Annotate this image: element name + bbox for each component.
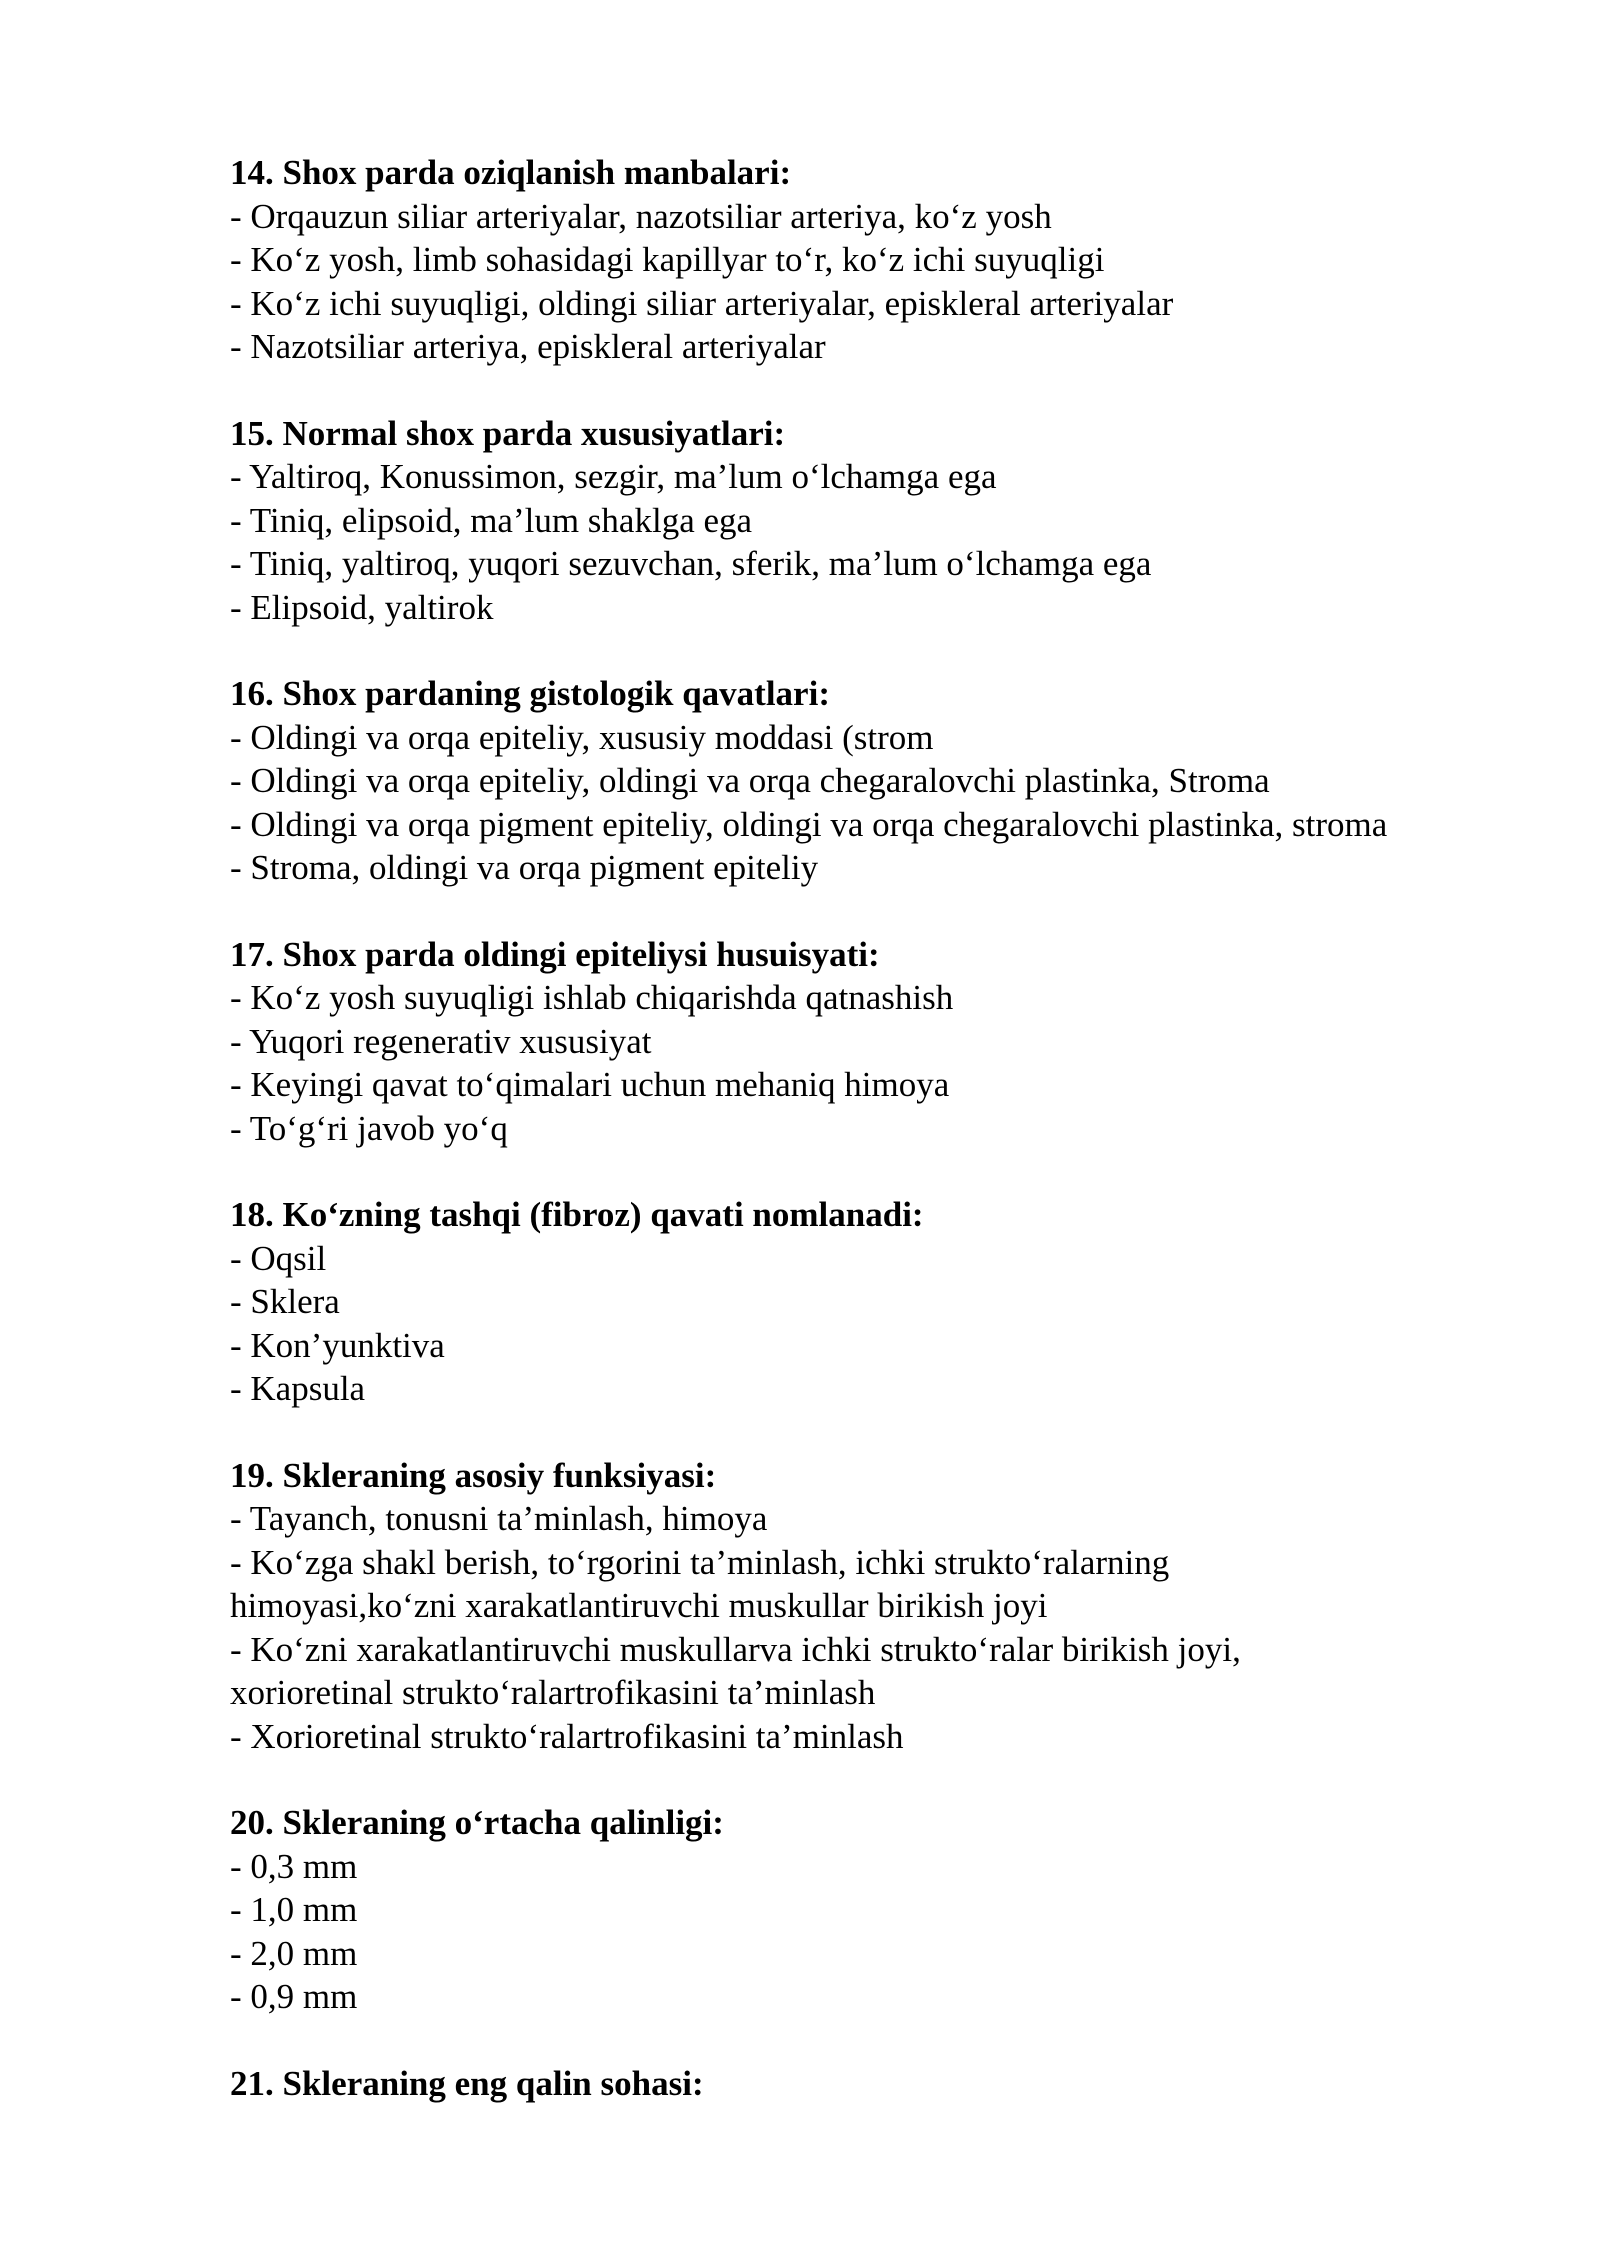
answer-option: - Ko‘zni xarakatlantiruvchi muskullarva ichki strukto‘ralar birikish joyi, xorioretinal strukto‘ralartrofikasini ta’minlash <box>230 1629 1241 1712</box>
question-20 <box>230 1801 1530 2019</box>
answer-option: - To‘g‘ri javob yo‘q <box>230 1108 508 1148</box>
question-16 <box>230 672 1530 890</box>
answer-option: - Nazotsiliar arteriya, episkleral arteriyalar <box>230 327 826 366</box>
question-title: 17. Shox parda oldingi epiteliysi husuisyati: <box>230 934 880 974</box>
answer-option: - Oldingi va orqa epiteliy, oldingi va orqa chegaralovchi plastinka, Stroma <box>230 761 1270 800</box>
answer-option: - Stroma, oldingi va orqa pigment epiteliy <box>230 848 819 887</box>
question-title: 18. Ko‘zning tashqi (fibroz) qavati nomlanadi: <box>230 1195 924 1234</box>
answer-option: - Yuqori regenerativ xususiyat <box>230 1021 652 1061</box>
question-17 <box>230 933 1530 1151</box>
answer-option: - 1,0 mm <box>230 1890 358 1929</box>
question-title: 16. Shox pardaning gistologik qavatlari: <box>230 674 830 713</box>
answer-option: - Ko‘z yosh suyuqligi ishlab chiqarishda qatnashish <box>230 978 954 1017</box>
answer-option: - 2,0 mm <box>230 1933 358 1973</box>
question-title: 14. Shox parda oziqlanish manbalari: <box>230 153 792 192</box>
answer-option: - Yaltiroq, Konussimon, sezgir, ma’lum o‘lchamga ega <box>230 457 997 496</box>
answer-option: - Kon’yunktiva <box>230 1325 445 1365</box>
question-15 <box>230 412 1530 630</box>
question-19 <box>230 1454 1530 1759</box>
answer-option: - Ko‘z ichi suyuqligi, oldingi siliar arteriyalar, episkleral arteriyalar <box>230 283 1174 323</box>
question-18 <box>230 1193 1530 1411</box>
answer-option: - Sklera <box>230 1282 340 1321</box>
answer-option: - Tiniq, elipsoid, ma’lum shaklga ega <box>230 500 753 540</box>
answer-option: - Oldingi va orqa pigment epiteliy, oldingi va orqa chegaralovchi plastinka, stroma <box>230 804 1388 844</box>
answer-option: - Tiniq, yaltiroq, yuqori sezuvchan, sferik, ma’lum o‘lchamga ega <box>230 544 1152 583</box>
question-title: 20. Skleraning o‘rtacha qalinligi: <box>230 1803 724 1842</box>
question-21 <box>230 2062 1530 2106</box>
answer-option: - Oldingi va orqa epiteliy, xususiy moddasi (strom <box>230 717 934 757</box>
answer-option: - Kapsula <box>230 1369 366 1408</box>
question-14 <box>230 151 1530 369</box>
answer-option: - Ko‘zga shakl berish, to‘rgorini ta’minlash, ichki strukto‘ralarning himoyasi,ko‘zni xarakatlantiruvchi muskullar birikish joyi <box>230 1542 1170 1625</box>
question-title: 19. Skleraning asosiy funksiyasi: <box>230 1455 717 1495</box>
answer-option: - 0,9 mm <box>230 1977 358 2016</box>
document-page <box>230 151 1530 2148</box>
question-title: 21. Skleraning eng qalin sohasi: <box>230 2063 704 2103</box>
answer-option: - Oqsil <box>230 1238 327 1278</box>
answer-option: - Ko‘z yosh, limb sohasidagi kapillyar to‘r, ko‘z ichi suyuqligi <box>230 240 1105 279</box>
answer-option: - Keyingi qavat to‘qimalari uchun mehaniq himoya <box>230 1065 950 1104</box>
answer-option: - Orqauzun siliar arteriyalar, nazotsiliar arteriya, ko‘z yosh <box>230 196 1052 236</box>
answer-option: - Xorioretinal strukto‘ralartrofikasini ta’minlash <box>230 1716 904 1756</box>
answer-option: - Tayanch, tonusni ta’minlash, himoya <box>230 1499 768 1538</box>
answer-option: - 0,3 mm <box>230 1846 358 1886</box>
question-title: 15. Normal shox parda xususiyatlari: <box>230 413 786 453</box>
answer-option: - Elipsoid, yaltirok <box>230 587 494 627</box>
